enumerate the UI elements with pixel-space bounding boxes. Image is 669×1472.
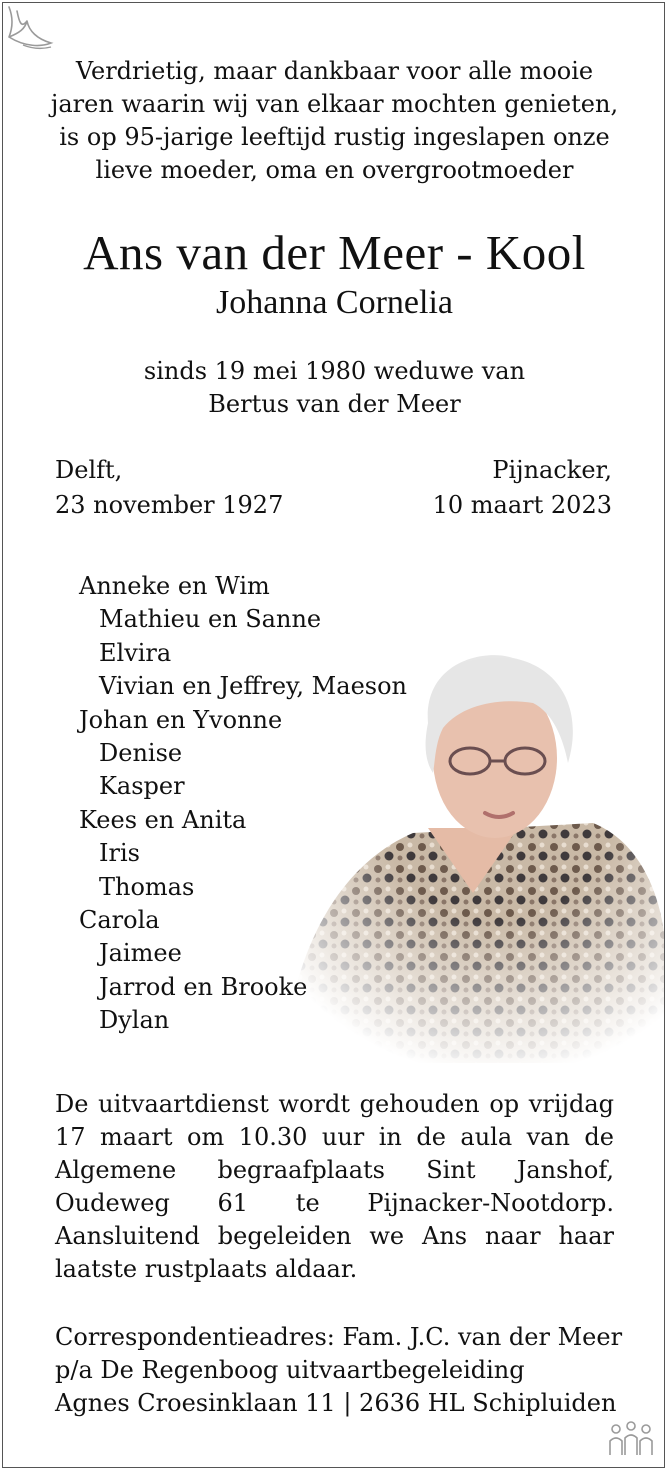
birth-info — [55, 453, 283, 523]
deceased-given-names: Johanna Cornelia — [216, 284, 453, 321]
family-child: Jarrod en Brooke — [99, 972, 308, 1001]
deceased-name: Ans van der Meer - Kool — [83, 225, 586, 280]
service-line: De uitvaartdienst wordt gehouden op vrijdag — [55, 1090, 614, 1118]
service-line: Algemene begraafplaats Sint Janshof, — [55, 1156, 614, 1184]
contact-line: Correspondentieadres: Fam. J.C. van der Meer — [55, 1323, 623, 1351]
family-icon — [606, 1419, 656, 1459]
family-child: Mathieu en Sanne — [99, 605, 322, 634]
family-member: Carola — [79, 906, 160, 935]
family-child: Thomas — [99, 872, 195, 901]
family-member: Anneke en Wim — [79, 572, 270, 600]
widow-line: Bertus van der Meer — [208, 390, 461, 418]
contact-line: p/a De Regenboog uitvaartbegeleiding — [55, 1356, 525, 1384]
service-line: Aansluitend begeleiden we Ans naar haar — [55, 1222, 614, 1250]
family-child: Dylan — [99, 1006, 170, 1035]
family-child: Elvira — [99, 638, 172, 667]
service-line: 17 maart om 10.30 uur in de aula van de — [55, 1123, 614, 1151]
death-info — [433, 453, 612, 523]
family-child: Jaimee — [99, 939, 182, 968]
widow-line: sinds 19 mei 1980 weduwe van — [143, 357, 526, 385]
birth-date: 23 november 1927 — [55, 491, 284, 519]
family-member: Johan en Yvonne — [79, 705, 283, 734]
death-place: Pijnacker, — [492, 456, 612, 484]
contact-line: Agnes Croesinklaan 11 | 2636 HL Schipluiden — [55, 1389, 617, 1417]
death-date: 10 maart 2023 — [432, 491, 612, 519]
birth-place: Delft, — [55, 456, 123, 484]
widow-text — [3, 355, 665, 421]
family-child: Denise — [99, 739, 183, 768]
service-line: Oudeweg 61 te Pijnacker-Nootdorp. — [55, 1189, 614, 1217]
dove-icon — [3, 3, 55, 55]
obituary-card — [2, 2, 665, 1468]
funeral-service-text — [55, 1088, 614, 1286]
intro-text — [33, 55, 636, 187]
family-child: Vivian en Jeffrey, Maeson — [99, 672, 407, 701]
correspondence-address — [55, 1321, 635, 1420]
family-child: Kasper — [99, 772, 185, 801]
intro-line: jaren waarin wij van elkaar mochten genieten, — [50, 90, 619, 118]
intro-line: is op 95-jarige leeftijd rustig ingeslapen onze — [59, 123, 610, 151]
family-list — [79, 570, 407, 1038]
family-member: Kees en Anita — [79, 805, 247, 834]
intro-line: Verdrietig, maar dankbaar voor alle mooie — [75, 57, 594, 85]
family-child: Iris — [99, 839, 140, 868]
service-line: laatste rustplaats aldaar. — [55, 1255, 358, 1283]
intro-line: lieve moeder, oma en overgrootmoeder — [95, 156, 574, 184]
